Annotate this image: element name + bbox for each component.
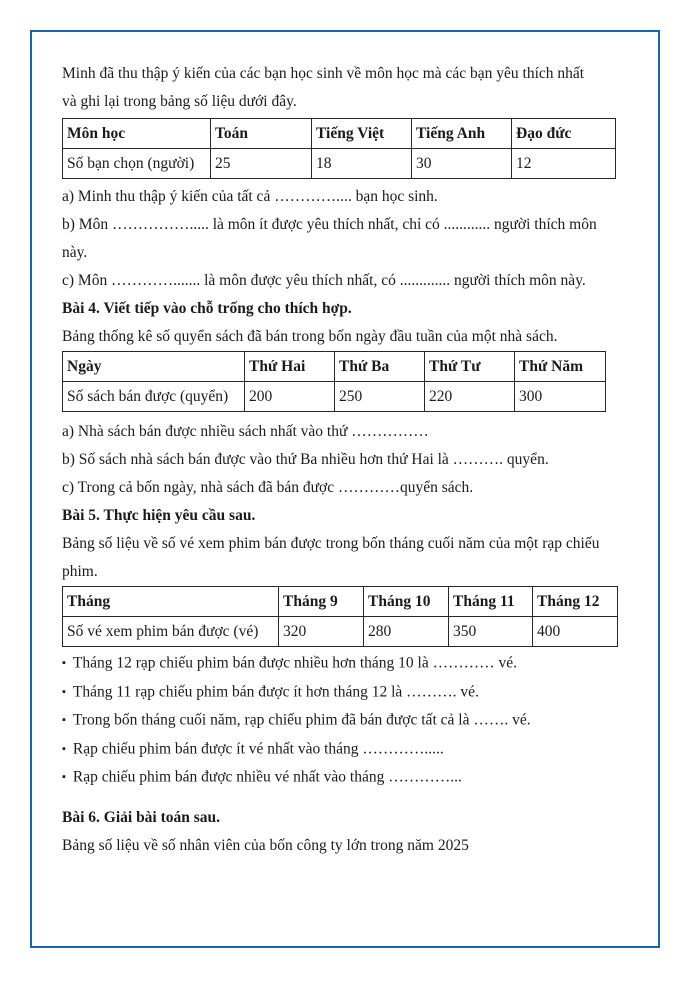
books-data-cell: 250: [335, 382, 425, 412]
tickets-table-data-row: [63, 617, 618, 647]
books-data-cell: 200: [245, 382, 335, 412]
bullet-item: [62, 706, 636, 735]
page-border-frame: [30, 30, 660, 948]
subjects-table: [62, 118, 616, 179]
tickets-header-cell: Tháng 12: [533, 587, 618, 617]
books-data-cell: 300: [515, 382, 606, 412]
bullet-item: [62, 763, 636, 792]
exercise4-title: Bài 4. Viết tiếp vào chỗ trống cho thích hợp.: [62, 300, 352, 317]
exercise4-description: Bảng thống kê số quyển sách đã bán trong bốn ngày đầu tuần của một nhà sách.: [62, 328, 558, 345]
tickets-data-cell: 350: [449, 617, 533, 647]
bullet-text: Rạp chiếu phim bán được ít vé nhất vào tháng ………….....: [72, 740, 444, 757]
bullet-item: [62, 649, 636, 678]
subjects-table-header-row: [63, 119, 616, 149]
tickets-data-cell: 400: [533, 617, 618, 647]
question-b: b) Số sách nhà sách bán được vào thứ Ba nhiều hơn thứ Hai là ………. quyển.: [62, 451, 549, 468]
books-table-header-row: [63, 352, 606, 382]
square-bullet-icon: ▪: [62, 685, 66, 698]
exercise5-bullet-list: [62, 649, 636, 792]
tickets-header-cell: Tháng 9: [279, 587, 364, 617]
subjects-header-cell: Đạo đức: [512, 119, 616, 149]
square-bullet-icon: ▪: [62, 742, 66, 755]
bullet-text: Tháng 12 rạp chiếu phim bán được nhiều hơn tháng 10 là ………… vé.: [72, 654, 517, 672]
subjects-header-cell: Toán: [211, 119, 312, 149]
tickets-data-cell: 320: [279, 617, 364, 647]
exercise6-title: Bài 6. Giải bài toán sau.: [62, 808, 221, 826]
books-data-cell: 220: [425, 382, 515, 412]
books-header-cell: Thứ Hai: [245, 352, 335, 382]
books-header-cell: Ngày: [63, 352, 245, 382]
intro-paragraph: [62, 60, 636, 116]
exercise5-description-line-2: phim.: [62, 563, 98, 580]
subjects-data-cell: 25: [211, 149, 312, 179]
exercise5-title: Bài 5. Thực hiện yêu cầu sau.: [62, 507, 256, 524]
square-bullet-icon: ▪: [62, 714, 66, 726]
bullet-text: Rạp chiếu phim bán được nhiều vé nhất vào tháng …………...: [72, 768, 462, 786]
tickets-table-header-row: [63, 587, 618, 617]
question-b-line-1: b) Môn ……………..... là môn ít được yêu thích nhất, chỉ có ............ người thích môn: [62, 216, 597, 233]
intro-line-2: và ghi lại trong bảng số liệu dưới đây.: [62, 93, 297, 110]
square-bullet-icon: ▪: [62, 771, 66, 783]
subjects-table-data-row: [63, 149, 616, 179]
books-table-data-row: [63, 382, 606, 412]
intro-line-1: Minh đã thu thập ý kiến của các bạn học sinh về môn học mà các bạn yêu thích nhất: [62, 65, 585, 82]
exercise3-questions: [62, 183, 636, 295]
question-a: a) Minh thu thập ý kiến của tất cả ………….... bạn học sinh.: [62, 188, 438, 205]
subjects-data-cell: 12: [512, 149, 616, 179]
subjects-header-cell: Tiếng Việt: [312, 119, 412, 149]
exercise6-description: Bảng số liệu về số nhân viên của bốn công ty lớn trong năm 2025: [62, 836, 469, 854]
square-bullet-icon: ▪: [62, 657, 66, 669]
books-header-cell: Thứ Năm: [515, 352, 606, 382]
question-a: a) Nhà sách bán được nhiều sách nhất vào thứ ……………: [62, 423, 429, 440]
tickets-header-cell: Tháng 11: [449, 587, 533, 617]
bullet-item: [62, 678, 636, 707]
books-data-cell: Số sách bán được (quyển): [63, 382, 245, 412]
subjects-header-cell: Tiếng Anh: [412, 119, 512, 149]
tickets-data-cell: Số vé xem phim bán được (vé): [63, 617, 279, 647]
bullet-text: Trong bốn tháng cuối năm, rạp chiếu phim đã bán được tất cả là ……. vé.: [72, 711, 531, 729]
subjects-data-cell: Số bạn chọn (người): [63, 149, 211, 179]
subjects-data-cell: 30: [412, 149, 512, 179]
subjects-data-cell: 18: [312, 149, 412, 179]
books-header-cell: Thứ Ba: [335, 352, 425, 382]
books-header-cell: Thứ Tư: [425, 352, 515, 382]
question-c: c) Trong cả bốn ngày, nhà sách đã bán được …………quyển sách.: [62, 479, 474, 496]
tickets-header-cell: Tháng: [63, 587, 279, 617]
question-c: c) Môn …………....... là môn được yêu thích nhất, có ............. người thích môn này.: [62, 272, 586, 289]
exercise4-questions: [62, 418, 636, 502]
bullet-text: Tháng 11 rạp chiếu phim bán được ít hơn tháng 12 là ………. vé.: [72, 683, 479, 700]
page-content: [62, 60, 636, 860]
bullet-item: [62, 735, 636, 764]
tickets-data-cell: 280: [364, 617, 449, 647]
question-b-line-2: này.: [62, 244, 88, 261]
exercise5-description: [62, 530, 636, 586]
tickets-table: [62, 586, 618, 647]
exercise5-description-line-1: Bảng số liệu về số vé xem phim bán được trong bốn tháng cuối năm của một rạp chiếu: [62, 535, 600, 552]
subjects-header-cell: Môn học: [63, 119, 211, 149]
tickets-header-cell: Tháng 10: [364, 587, 449, 617]
books-table: [62, 351, 606, 412]
